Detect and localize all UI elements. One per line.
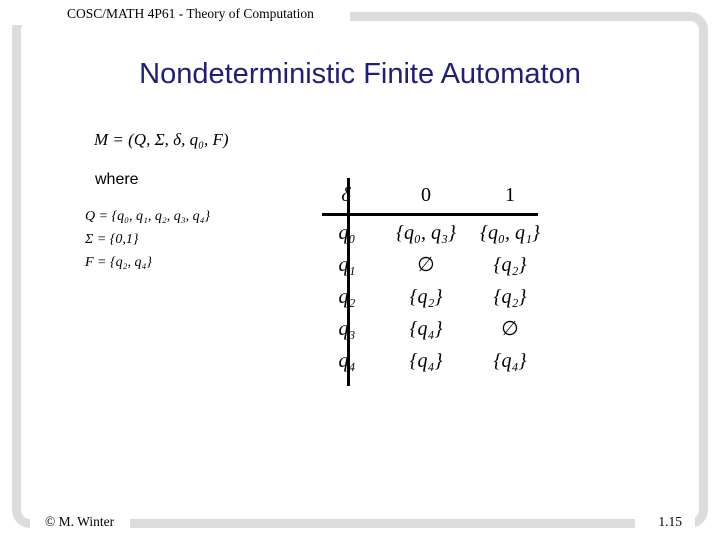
column-0-header: 0: [421, 184, 431, 206]
state-label: q₄: [338, 350, 356, 372]
empty-set-icon: ∅: [501, 318, 519, 340]
delta-header: δ: [341, 184, 351, 206]
definitions-list: [85, 205, 210, 274]
transition-cell: {q₀, q₃}: [396, 222, 456, 244]
table-horizontal-rule: [322, 213, 538, 216]
course-header: COSC/MATH 4P61 - Theory of Computation: [0, 3, 350, 25]
final-states-definition: F = {q₂, q₄}: [85, 255, 152, 270]
transition-cell: {q₂}: [493, 254, 527, 276]
state-label: q₃: [338, 318, 356, 340]
state-label: q₀: [338, 222, 356, 244]
page-number: 1.15: [635, 510, 695, 534]
states-definition: Q = {q₀, q₁, q₂, q₃, q₄}: [85, 209, 211, 224]
transition-cell: {q₀, q₁}: [480, 222, 540, 244]
empty-set-icon: ∅: [417, 254, 435, 276]
transition-cell: {q₂}: [409, 286, 443, 308]
column-1-header: 1: [505, 184, 515, 206]
author-footer: © M. Winter: [30, 510, 130, 534]
transition-cell: {q₂}: [493, 286, 527, 308]
alphabet-definition: Σ = {0,1}: [85, 232, 139, 247]
slide-title: Nondeterministic Finite Automaton: [139, 58, 581, 90]
transition-cell: {q₄}: [493, 350, 527, 372]
transition-cell: {q₄}: [409, 318, 443, 340]
where-label: where: [95, 171, 139, 188]
automaton-tuple: M = (Q, Σ, δ, q₀, F): [94, 130, 229, 149]
state-label: q₁: [338, 254, 356, 276]
state-label: q₂: [338, 286, 356, 308]
transition-cell: {q₄}: [409, 350, 443, 372]
